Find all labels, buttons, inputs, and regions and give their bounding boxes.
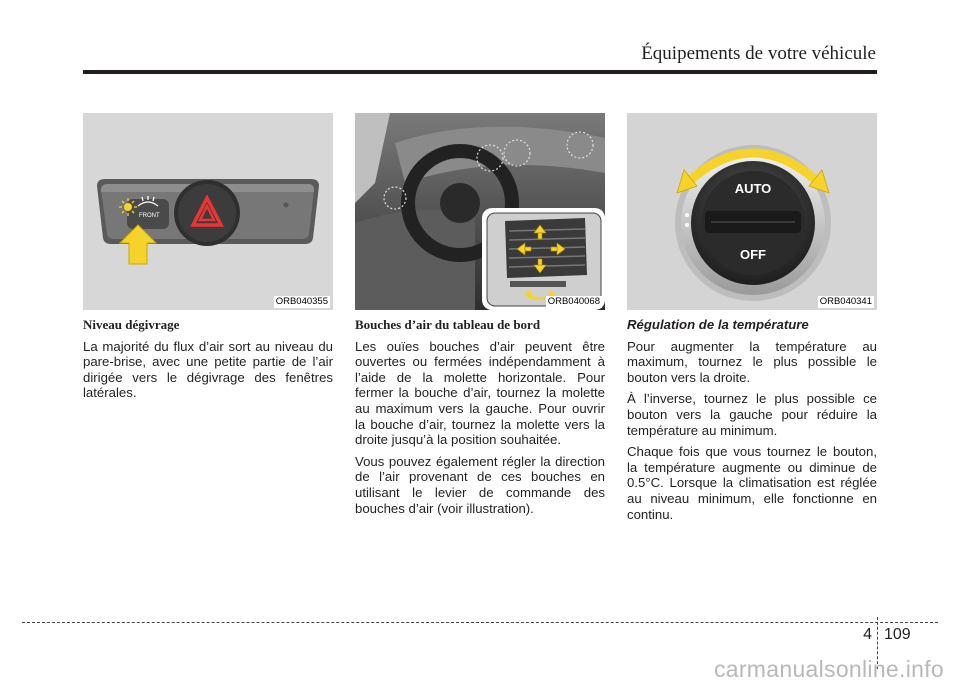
page-number: 109	[884, 626, 911, 643]
section-heading: Bouches d’air du tableau de bord	[355, 317, 541, 332]
paragraph: Les ouïes bouches d’air peuvent être ouvertes ou fermées indépendamment à l’aide de la molette horizontale. Pour fermer la bouche d’air, tournez la molette au maximum vers la gauche. Pour ouvrir la bouche d’air, tournez la molette vers la droite jusqu’à la position souhaitée.	[355, 338, 605, 448]
figure-code: ORB040068	[547, 296, 600, 307]
paragraph: La majorité du flux d’air sort au niveau du pare-brise, avec une petite partie de l’air dirigée vers le dégivrage des fenêtres latérales.	[83, 338, 333, 401]
auto-button-label: AUTO	[734, 181, 772, 196]
paragraph: Pour augmenter la température au maximum, tournez le plus possible le bouton vers la droite.	[627, 338, 877, 385]
section-heading: Niveau dégivrage	[83, 317, 180, 332]
footer-rule	[22, 622, 938, 623]
section-dashboard-vents	[355, 317, 605, 522]
figure-code: ORB040341	[819, 296, 872, 307]
paragraph: À l’inverse, tournez le plus possible ce bouton vers la gauche pour réduire la température au minimum.	[627, 391, 877, 438]
defrost-switch-illustration	[83, 113, 333, 310]
page-header-title: Équipements de votre véhicule	[641, 43, 876, 64]
off-button-label: OFF	[740, 247, 766, 262]
header-rule	[83, 70, 877, 74]
section-defrost	[83, 317, 333, 407]
paragraph: Vous pouvez également régler la direction de l’air provenant de ces bouches en utilisant le levier de commande des bouches d’air (voir illustration).	[355, 453, 605, 516]
figure-defrost-switch	[83, 113, 333, 310]
figure-code: ORB040355	[275, 296, 328, 307]
section-temperature	[627, 317, 877, 528]
chapter-number: 4	[863, 626, 872, 643]
section-heading: Régulation de la température	[627, 317, 809, 332]
dashboard-vents-illustration	[355, 113, 605, 310]
paragraph: Chaque fois que vous tournez le bouton, la température augmente ou diminue de 0.5°C. Lorsque la climatisation est réglée au niveau minimum, elle fonctionne en continu.	[627, 444, 877, 522]
figure-temperature-knob	[627, 113, 877, 310]
watermark: carmanualsonline.info	[713, 656, 944, 682]
temperature-knob-illustration	[627, 113, 877, 310]
defrost-front-label: FRONT	[139, 213, 160, 219]
figure-dashboard-vents	[355, 113, 605, 310]
